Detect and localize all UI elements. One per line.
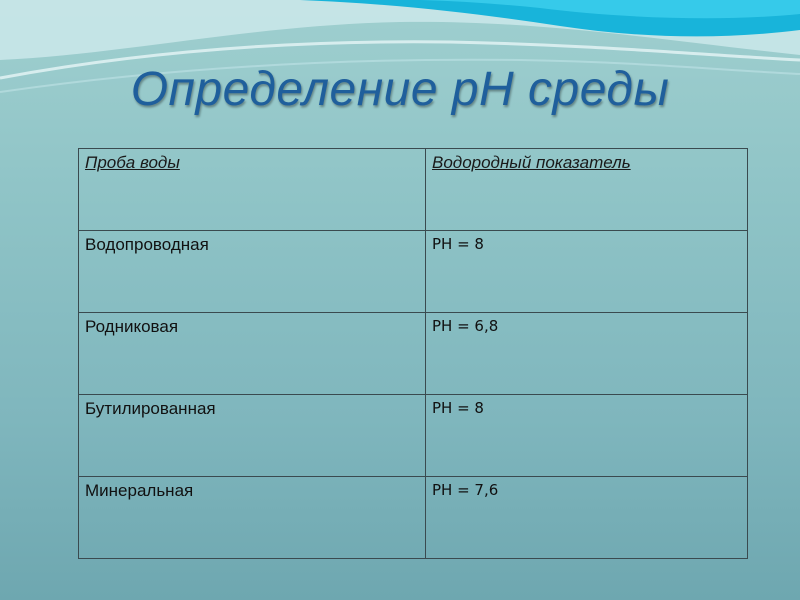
cell-ph: PH = 8 bbox=[426, 395, 748, 477]
table-row bbox=[79, 395, 748, 477]
ph-table bbox=[78, 148, 748, 559]
cell-ph: PH = 8 bbox=[426, 231, 748, 313]
cell-sample: Бутилированная bbox=[79, 395, 426, 477]
slide-title: Определение рН среды bbox=[130, 63, 670, 116]
cell-sample: Водопроводная bbox=[79, 231, 426, 313]
cell-ph: PH = 6,8 bbox=[426, 313, 748, 395]
cell-sample: Родниковая bbox=[79, 313, 426, 395]
table-row bbox=[79, 231, 748, 313]
cell-ph: PH = 7,6 bbox=[426, 477, 748, 559]
column-header-sample: Проба воды bbox=[79, 149, 426, 231]
table-row bbox=[79, 313, 748, 395]
table-row bbox=[79, 477, 748, 559]
table-header-row bbox=[79, 149, 748, 231]
cell-sample: Минеральная bbox=[79, 477, 426, 559]
column-header-ph: Водородный показатель bbox=[426, 149, 748, 231]
